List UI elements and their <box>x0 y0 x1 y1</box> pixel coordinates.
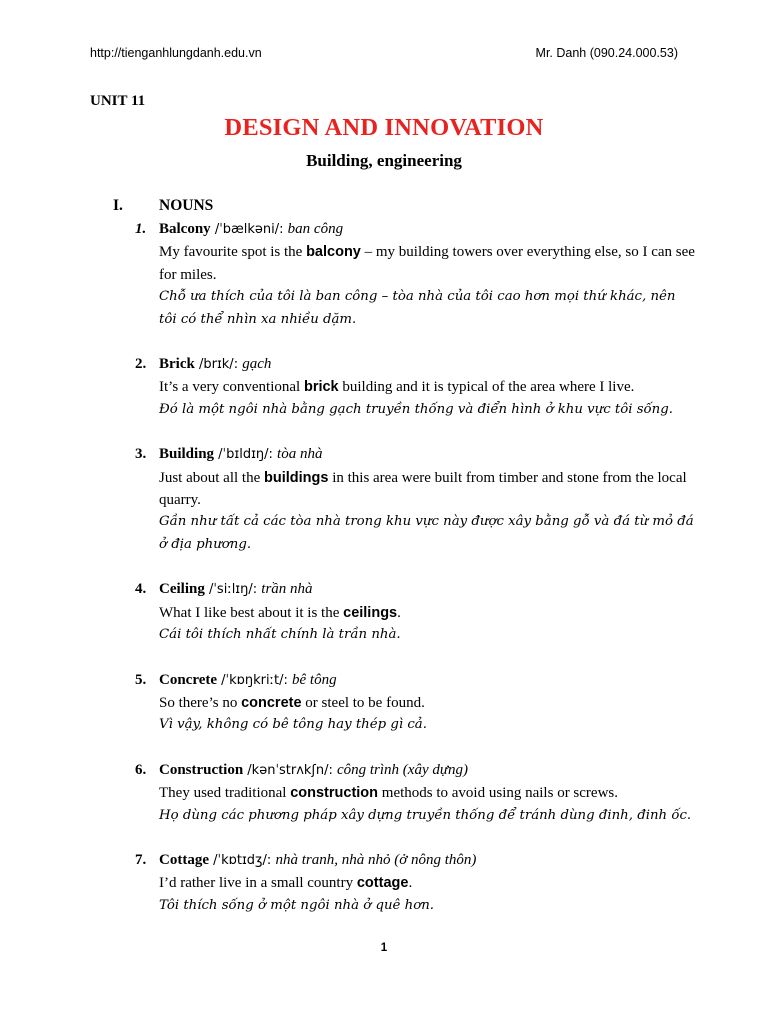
example-keyword: cottage <box>356 875 409 892</box>
entry-meaning: công trình (xây dựng) <box>336 761 469 778</box>
header-author: Mr. Danh (090.24.000.53) <box>535 46 678 60</box>
entry-ipa: /ˈkɒŋkriːt/: <box>217 672 292 688</box>
entry-meaning: nhà tranh, nhà nhỏ (ở nông thôn) <box>275 851 477 868</box>
vocabulary-list <box>135 218 695 917</box>
entry-meaning: bê tông <box>292 671 337 688</box>
entry-ipa: /ˈbælkəni/: <box>210 222 288 237</box>
example-text: So there’s no <box>159 694 242 711</box>
entry-word: Ceiling <box>159 581 205 598</box>
entry-translation: Tôi thích sống ở một ngôi nhà ở quê hơn. <box>159 897 435 913</box>
example-text: building and it is typical of the area where I live. <box>338 379 635 396</box>
vocab-entry <box>135 353 695 421</box>
example-keyword: brick <box>303 379 339 396</box>
entry-ipa: /kənˈstrʌkʃn/: <box>243 762 337 778</box>
entry-number: 7. <box>135 851 147 868</box>
entry-word: Cottage <box>159 851 209 868</box>
entry-meaning: ban công <box>287 221 344 237</box>
unit-label: UNIT 11 <box>90 93 146 109</box>
entry-example <box>159 241 695 286</box>
vocab-entry <box>135 443 695 556</box>
entry-headline <box>135 669 695 692</box>
entry-headline <box>135 443 695 466</box>
entry-example <box>159 692 695 714</box>
entry-headline <box>135 849 695 872</box>
example-text: methods to avoid using nails or screws. <box>378 785 619 802</box>
example-text: I’d rather live in a small country <box>159 875 357 892</box>
vocab-entry <box>135 578 695 646</box>
example-text: in this area were built from timber and stone from the local quarry. <box>159 469 687 509</box>
entry-example <box>159 872 695 894</box>
section-number: I. <box>113 197 123 214</box>
entry-meaning: trần nhà <box>261 581 313 598</box>
entry-word: Brick <box>159 356 195 373</box>
entry-number: 1. <box>135 221 147 237</box>
entry-translation: Vì vậy, không có bê tông hay thép gì cả. <box>159 717 427 733</box>
entry-headline <box>135 578 695 601</box>
entry-number: 6. <box>135 761 147 778</box>
example-text: . <box>408 875 413 892</box>
entry-word: Building <box>159 446 215 463</box>
section-label: NOUNS <box>159 197 214 214</box>
example-keyword: buildings <box>264 469 329 486</box>
example-text: . <box>397 604 401 621</box>
example-keyword: ceilings <box>343 604 398 621</box>
example-text: They used traditional <box>159 785 291 802</box>
vocab-entry <box>135 218 695 331</box>
entry-ipa: /ˈbɪldɪŋ/: <box>214 447 278 463</box>
entry-word: Balcony <box>159 221 211 237</box>
example-keyword: balcony <box>306 244 361 261</box>
entry-headline <box>135 759 695 782</box>
entry-ipa: /ˈkɒtɪdʒ/: <box>208 852 276 868</box>
document-title: DESIGN AND INNOVATION <box>224 114 544 141</box>
example-text: What I like best about it is the <box>159 604 344 621</box>
entry-translation: Họ dùng các phương pháp xây dựng truyền thống để tránh dùng đinh, đinh ốc. <box>159 807 692 823</box>
example-keyword: concrete <box>241 694 302 711</box>
entry-number: 2. <box>135 356 147 373</box>
header-url[interactable]: http://tienganhlungdanh.edu.vn <box>90 46 262 60</box>
vocab-entry <box>135 849 695 917</box>
entry-headline <box>135 353 695 376</box>
entry-word: Construction <box>159 761 244 778</box>
entry-ipa: /ˈsiːlɪŋ/: <box>204 582 262 598</box>
entry-example <box>159 376 695 398</box>
vocab-entry <box>135 759 695 827</box>
example-text: My favourite spot is the <box>159 244 307 261</box>
example-text: Just about all the <box>159 469 264 486</box>
entry-meaning: tòa nhà <box>277 446 323 463</box>
entry-example <box>159 602 695 624</box>
entry-translation: Đó là một ngôi nhà bằng gạch truyền thống và điển hình ở khu vực tôi sống. <box>159 401 673 417</box>
entry-translation: Chỗ ưa thích của tôi là ban công – tòa nhà của tôi cao hơn mọi thứ khác, nên tôi có thể nhìn xa nhiều dặm. <box>159 289 676 327</box>
entry-example <box>159 782 695 804</box>
entry-number: 5. <box>135 671 147 688</box>
document-subtitle: Building, engineering <box>306 151 462 170</box>
entry-number: 3. <box>135 446 147 463</box>
vocab-entry <box>135 669 695 737</box>
entry-example <box>159 467 695 512</box>
entry-headline <box>135 218 695 241</box>
example-text: or steel to be found. <box>301 694 425 711</box>
page-number: 1 <box>380 942 388 954</box>
entry-translation: Gần như tất cả các tòa nhà trong khu vực này được xây bằng gỗ và đá từ mỏ đá ở địa phương. <box>159 514 694 552</box>
section-heading <box>113 197 213 215</box>
entry-word: Concrete <box>159 671 218 688</box>
entry-ipa: /brɪk/: <box>194 357 243 373</box>
example-keyword: construction <box>290 785 379 802</box>
entry-translation: Cái tôi thích nhất chính là trần nhà. <box>159 627 401 643</box>
example-text: – my building towers over everything else, so I can see for miles. <box>159 244 695 283</box>
entry-number: 4. <box>135 581 147 598</box>
entry-meaning: gạch <box>242 356 272 373</box>
example-text: It’s a very conventional <box>159 379 304 396</box>
